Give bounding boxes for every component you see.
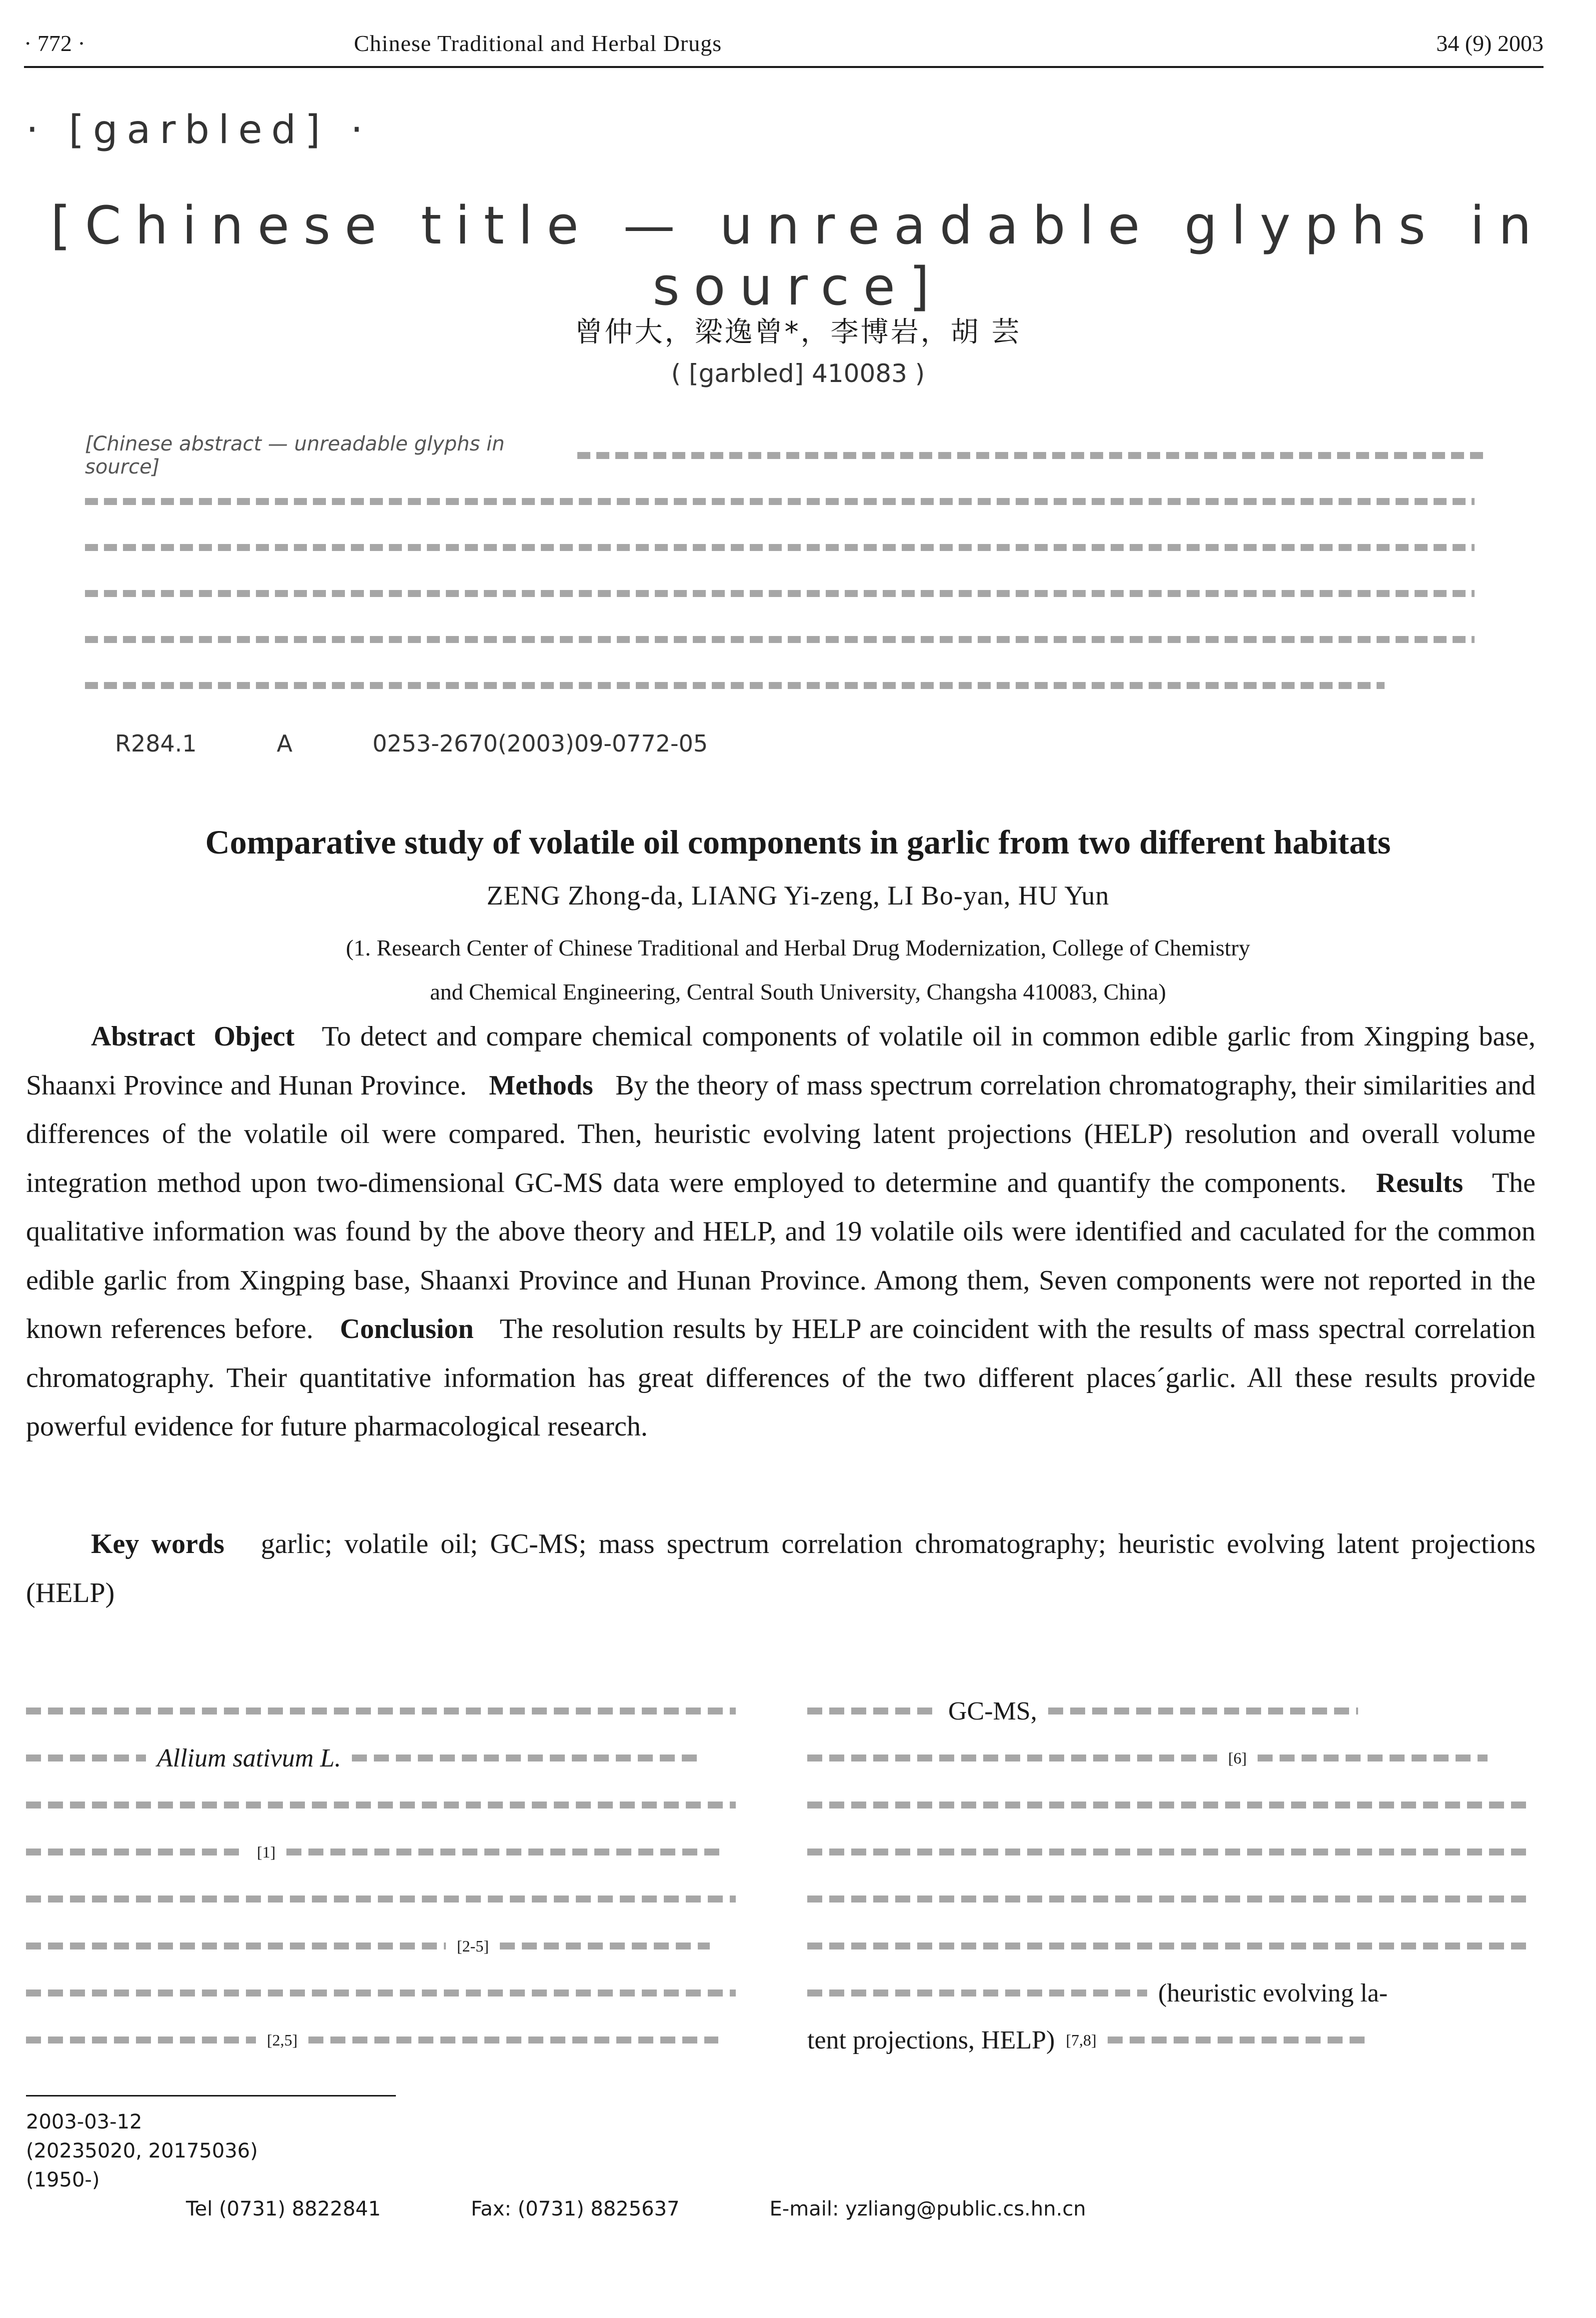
body-line [26,1930,746,1962]
citation: [6] [1228,1748,1247,1767]
garbled-glyphs [807,1708,937,1714]
garbled-glyphs [85,590,1475,597]
garbled-glyphs [500,1942,710,1950]
body-line [807,1695,1542,1727]
footnote-row [26,2136,1526,2166]
received-date: 2003-03-12 [26,2110,142,2134]
body-line [26,1695,746,1727]
garbled-note: [Chinese abstract — unreadable glyphs in source] [85,432,505,478]
footnote-rule [26,2095,396,2096]
section-tag: · [garbled] · [26,108,372,152]
garbled-glyphs [308,2036,718,2044]
methods-text: By the theory of mass spectrum correlation chromatography, their similarities and differences of the volatile oil were compared. Then, heuristic evolving latent projections (HELP) resolution and overall volume integration method upon two-dimensional GC-MS data were employed to determine and quantify the components. [26,1070,1536,1198]
conclusion-text: The resolution results by HELP are coincident with the results of mass spectral correlation chromatography. Their quantitative information has great differences of the two different places´garlic. All these results provide powerful evidence for future pharmacological research. [26,1314,1536,1442]
garbled-glyphs [85,636,1475,643]
garbled-glyphs [26,1754,146,1762]
clc-number: R284.1 [115,730,197,757]
garbled-line [85,532,1485,563]
citation: [2,5] [267,2030,298,2049]
english-abstract [26,1012,1536,1452]
garbled-glyphs [26,1942,446,1950]
garbled-glyphs [807,1942,1527,1950]
garbled-glyphs [26,1708,736,1714]
garbled-line [85,486,1485,517]
body-column-right [807,1695,1542,2054]
chinese-affiliation: ( [garbled] 410083 ) [671,359,925,388]
footnote-row [26,2108,1526,2136]
body-line [26,1836,746,1868]
telephone: Tel (0731) 8822841 [186,2198,381,2220]
garbled-line [85,578,1485,609]
page-number: · 772 · [24,30,85,56]
footnote-contact [26,2194,1526,2224]
classification-meta [115,730,708,757]
english-authors: ZENG Zhong-da, LIANG Yi-zeng, LI Bo-yan, HU Yun [486,880,1110,910]
english-affiliation [0,926,1596,1014]
garbled-glyphs [1108,2036,1368,2044]
fund-numbers: (20235020, 20175036) [26,2140,258,2162]
results-label: Results [1376,1167,1464,1198]
garbled-glyphs [85,544,1475,551]
garbled-glyphs [807,1990,1147,1996]
gcms-term: GC-MS, [948,1696,1037,1726]
garbled-glyphs [807,1802,1527,1808]
body-line [807,1883,1542,1915]
results-text: The qualitative information was found by the above theory and HELP, and 19 volatile oils were identified and caculated for the common edible garlic from Xingping base, Shaanxi Province and Hunan Province. Among them, Seven components were not reported in the known references before. [26,1167,1536,1344]
english-title: Comparative study of volatile oil components in garlic from two different habitats [205,823,1391,861]
affiliation-line: (1. Research Center of Chinese Traditional and Herbal Drug Modernization, College of Chemistry [346,935,1250,960]
garbled-glyphs [85,682,1385,689]
body-line [807,1742,1542,1774]
fax: Fax: (0731) 8825637 [470,2198,680,2220]
garbled-glyphs [26,1848,246,1856]
document-code: A [276,730,293,757]
email: E-mail: yzliang@public.cs.hn.cn [769,2198,1086,2220]
garbled-glyphs [577,452,1485,459]
body-line [807,1836,1542,1868]
body-line [807,1789,1542,1821]
conclusion-label: Conclusion [339,1314,474,1344]
garbled-glyphs [1258,1754,1488,1762]
affiliation-line: and Chemical Engineering, Central South University, Changsha 410083, China) [430,979,1166,1004]
object-label: Object [213,1021,295,1052]
chinese-authors: 曾仲大，梁逸曾*，李博岩，胡 芸 [574,316,1022,348]
garbled-line [85,624,1485,655]
footnote [26,2108,1526,2224]
body-column-left [26,1695,746,2049]
body-line [26,1977,746,2009]
running-header [24,20,1544,68]
issue-info: 34 (9) 2003 [1436,30,1544,56]
body-line [26,1789,746,1821]
garbled-glyphs [26,1896,736,1902]
help-term: tent projections, HELP) [807,2026,1055,2054]
body-line [807,1977,1542,2009]
garbled-glyphs [26,1802,736,1808]
garbled-glyphs [1048,1708,1358,1714]
garbled-glyphs [807,1848,1527,1856]
garbled-glyphs [26,2036,256,2044]
citation: [1] [257,1842,276,1861]
citation: [7,8] [1066,2030,1097,2049]
garbled-glyphs [286,1848,726,1856]
article-id: 0253-2670(2003)09-0772-05 [372,730,708,757]
garbled-glyphs [85,498,1475,505]
body-line [26,1883,746,1915]
body-line [807,2024,1542,2056]
species-name: Allium sativum L. [157,1744,341,1772]
body-line [26,1742,746,1774]
author-bio: (1950-) [26,2168,100,2192]
methods-label: Methods [489,1070,593,1101]
garbled-glyphs [807,1896,1527,1902]
abstract-label: Abstract [91,1021,195,1052]
help-term: (heuristic evolving la- [1158,1978,1388,2008]
garbled-line [85,432,1485,478]
keywords-label: Key words [91,1528,224,1560]
chinese-title: [Chinese title — unreadable glyphs in source] [50,195,1546,317]
keywords [26,1520,1536,1618]
garbled-glyphs [352,1754,702,1762]
garbled-line [85,670,1485,701]
journal-name: Chinese Traditional and Herbal Drugs [354,30,722,56]
chinese-abstract [85,432,1485,770]
garbled-glyphs [26,1990,736,1996]
body-line [807,1930,1542,1962]
garbled-glyphs [807,1754,1217,1762]
object-text: To detect and compare chemical components of volatile oil in common edible garlic from Xingping base, Shaanxi Province and Hunan Province. [26,1021,1536,1101]
footnote-row [26,2166,1526,2194]
citation: [2-5] [457,1936,489,1955]
keywords-text: garlic; volatile oil; GC-MS; mass spectrum correlation chromatography; heuristic evolving latent projections (HELP) [26,1528,1536,1608]
body-line [26,2024,746,2056]
